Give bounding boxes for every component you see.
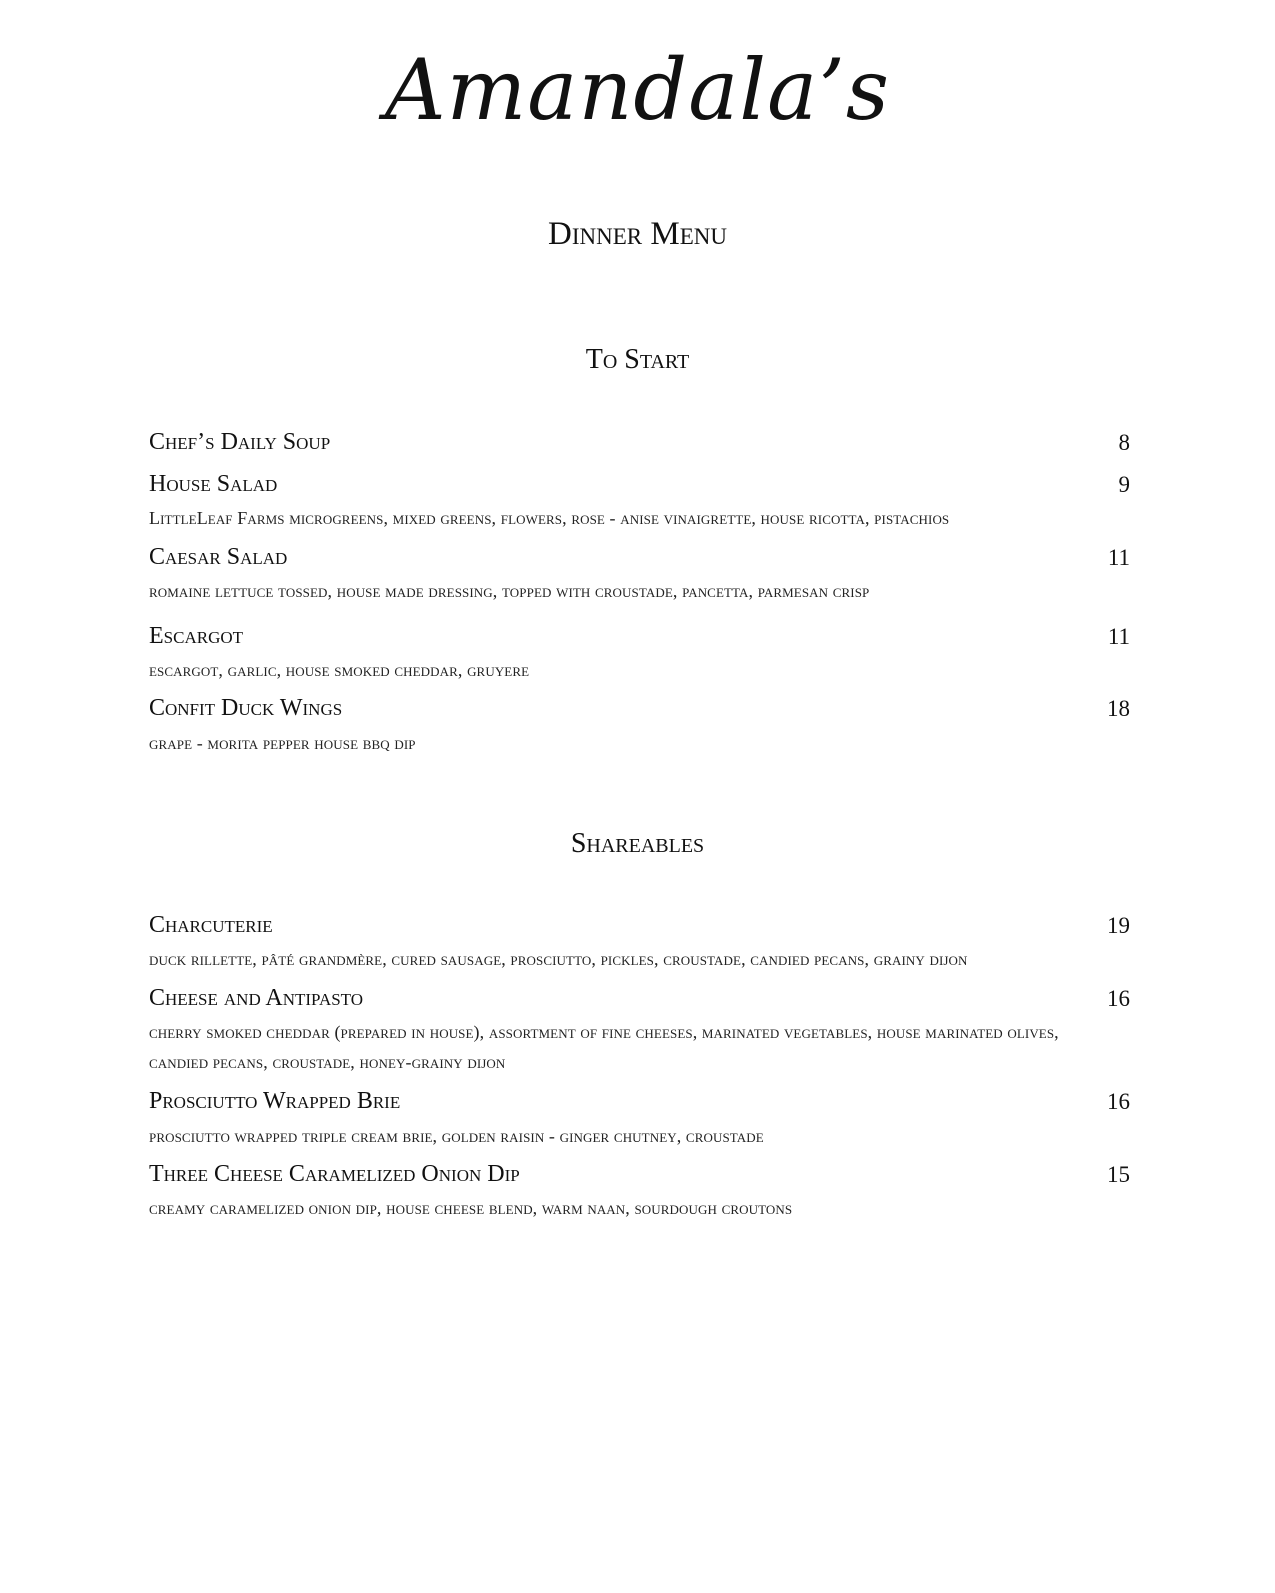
menu-item-price: 19 xyxy=(1107,913,1130,938)
menu-title: Dinner Menu xyxy=(548,216,727,252)
menu-item-description: grape - morita pepper house bbq dip xyxy=(149,733,416,753)
menu-item-name: House Salad xyxy=(149,471,278,497)
menu-item-name: Escargot xyxy=(149,623,244,649)
menu-item-price: 8 xyxy=(1118,430,1130,455)
menu-item-price: 16 xyxy=(1107,986,1130,1011)
restaurant-logo: Amandala’s xyxy=(384,41,891,139)
menu-item-name: Chef’s Daily Soup xyxy=(149,429,331,455)
menu-item-description: creamy caramelized onion dip, house cheese blend, warm naan, sourdough croutons xyxy=(149,1198,793,1218)
menu-item-description: cherry smoked cheddar (prepared in house), assortment of fine cheeses, marinated vegetables, house marinated olives, candied pecans, croustade, honey-grainy dijon xyxy=(149,1022,1059,1072)
menu-item-price: 11 xyxy=(1107,624,1130,649)
menu-item-description: escargot, garlic, house smoked cheddar, gruyere xyxy=(149,660,530,680)
menu-item-name: Cheese and Antipasto xyxy=(149,985,364,1011)
menu-item-price: 18 xyxy=(1107,696,1130,721)
menu-item-price: 15 xyxy=(1107,1162,1130,1187)
menu-item-price: 11 xyxy=(1107,545,1130,570)
menu-item-name: Charcuterie xyxy=(149,912,273,938)
menu-item-name: Three Cheese Caramelized Onion Dip xyxy=(149,1161,520,1187)
menu-item-name: Prosciutto Wrapped Brie xyxy=(149,1088,401,1114)
menu-item-name: Caesar Salad xyxy=(149,544,288,570)
menu-item-price: 16 xyxy=(1107,1089,1130,1114)
menu-item-description: prosciutto wrapped triple cream brie, golden raisin - ginger chutney, croustade xyxy=(149,1126,764,1146)
section-title-shareables: Shareables xyxy=(570,828,705,859)
menu-item-description: LittleLeaf Farms microgreens, mixed greens, flowers, rose - anise vinaigrette, house ricotta, pistachios xyxy=(149,508,950,528)
menu-item-name: Confit Duck Wings xyxy=(149,695,343,721)
menu-item-price: 9 xyxy=(1118,472,1130,497)
menu-item-description: duck rillette, pâté grandmère, cured sausage, prosciutto, pickles, croustade, candied pecans, grainy dijon xyxy=(149,949,968,969)
section-title-to-start: To Start xyxy=(585,344,690,375)
menu-item-description: romaine lettuce tossed, house made dressing, topped with croustade, pancetta, parmesan crisp xyxy=(149,581,870,601)
